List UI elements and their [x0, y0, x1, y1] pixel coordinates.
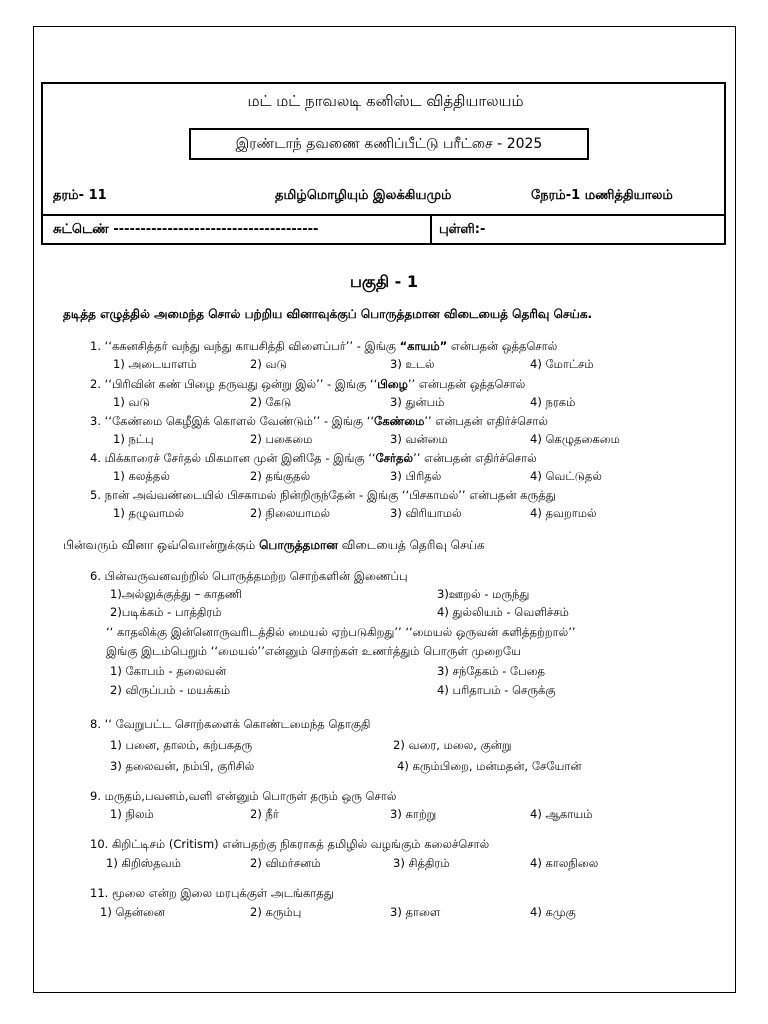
q4-option-3: 3) பிரிதல்	[390, 469, 442, 483]
q2-option-2: 2) கேடு	[250, 395, 292, 409]
question-3: 3. ‘‘கேண்மை கெழீஇக் கொளல் வேண்டும்’’ - இங்கு ‘‘கேண்மை’’ என்பதன் எதிர்ச்சொல்	[90, 414, 548, 428]
q8-option-1: 1) பனை, தாலம், கற்பகதரு	[110, 738, 253, 752]
q9-option-2: 2) நீர்	[250, 807, 279, 821]
q11-option-3: 3) தாளை	[390, 905, 441, 919]
q1-option-3: 3) உடல்	[390, 357, 435, 371]
q10-option-3: 3) சித்திரம்	[393, 856, 450, 870]
q8-option-2: 2) வரை, மலை, குன்று	[393, 738, 512, 752]
q4-option-1: 1) கலத்தல்	[113, 469, 170, 483]
q8-option-4: 4) கரும்பிறை, மன்மதன், சேயோன்	[397, 759, 582, 773]
index-number-field: சுட்டெண் --------------------------------------	[53, 222, 319, 237]
header-divider	[43, 214, 724, 216]
q3-option-1: 1) நட்பு	[113, 432, 154, 446]
header-column-divider	[430, 214, 432, 245]
q3-option-3: 3) வன்மை	[390, 432, 448, 446]
instruction-2: பின்வரும் வினா ஒவ்வொன்றுக்கும் பொருத்தமான விடையைத் தெரிவு செய்க	[63, 538, 485, 552]
q6-option-1: 1)அல்லுக்குத்து – காதணி	[110, 587, 242, 601]
q4-option-2: 2) தங்குதல்	[250, 469, 311, 483]
q5-option-3: 3) விரியாமல்	[390, 506, 462, 520]
question-4: 4. மிக்காரைச் சேர்தல் மிகமான முன் இனிதே - இங்கு ‘‘சேர்தல்’’ என்பதன் எதிர்ச்சொல்	[90, 451, 537, 465]
question-11: 11. மூலை என்ற இலை மரபுக்குள் அடங்காதது	[90, 886, 334, 900]
q1-option-4: 4) மோட்சம்	[530, 357, 594, 371]
question-7-line-1: ‘‘ காதலிக்கு இன்னொருவரிடத்தில் மையல் ஏற்படுகிறது’’ ‘‘மையல் ஒருவன் களித்தற்றால்’’	[106, 625, 576, 639]
q11-option-2: 2) கரும்பு	[250, 905, 302, 919]
subject-label: தமிழ்மொழியும் இலக்கியமும்	[275, 188, 452, 203]
exam-header	[41, 82, 726, 245]
instruction-1: தடித்த எழுத்தில் அமைந்த சொல் பற்றிய வினாவுக்குப் பொருத்தமான விடையைத் தெரிவு செய்க.	[63, 307, 593, 321]
q2-option-1: 1) வடு	[113, 395, 150, 409]
q7-option-4: 4) பரிதாபம் - செருக்கு	[437, 683, 556, 697]
duration-label: நேரம்-1 மணித்தியாலம்	[531, 188, 673, 203]
question-2: 2. ‘‘பிரிவின் கண் பிழை தருவது ஒன்று இல்’’ - இங்கு ‘‘பிழை’’ என்பதன் ஒத்தசொல்	[90, 377, 526, 391]
q2-option-3: 3) துன்பம்	[390, 395, 445, 409]
q10-option-1: 1) கிறிஸ்தவம்	[106, 856, 181, 870]
q7-option-1: 1) கோபம் - தலைவன்	[110, 664, 227, 678]
question-1: 1. ‘‘ககனசித்தர் வந்து வந்து காயசித்தி விளைப்பர்’’ - இங்கு “காயம்” என்பதன் ஒத்தசொல்	[90, 339, 558, 353]
question-7-line-2: இங்கு இடம்பெறும் ‘‘மையல்’’என்னும் சொற்கள் உணர்த்தும் பொருள் முறையே	[106, 644, 521, 658]
exam-title: இரண்டாந் தவணை கணிப்பீட்டு பரீட்சை - 2025	[189, 128, 589, 160]
part-title: பகுதி - 1	[349, 272, 419, 291]
question-5: 5. நான் அவ்வண்டையில் பிசகாமல் நின்றிருந்தேன் - இங்கு ‘‘பிசகாமல்’’ என்பதன் கருத்து	[90, 488, 556, 502]
school-name: மட் மட் நாவலடி கனிஸ்ட வித்தியாலயம்	[247, 92, 524, 110]
q3-option-2: 2) பகைமை	[250, 432, 313, 446]
q2-option-4: 4) நரகம்	[530, 395, 576, 409]
q7-option-3: 3) சந்தேகம் - பேதை	[437, 664, 546, 678]
q11-option-1: 1) தென்னை	[100, 905, 166, 919]
q7-option-2: 2) விருப்பம் - மயக்கம்	[110, 683, 231, 697]
question-6: 6. பின்வருவனவற்றில் பொருத்தமற்ற சொற்களின் இணைப்பு	[90, 569, 408, 583]
q9-option-4: 4) ஆகாயம்	[530, 807, 593, 821]
question-9: 9. மருதம்,பவனம்,வளி என்னும் பொருள் தரும் ஒரு சொல்	[90, 789, 397, 803]
question-8: 8. ‘‘ வேறுபட்ட சொற்களைக் கொண்டமைந்த தொகுதி	[90, 717, 371, 731]
q10-option-2: 2) விமர்சனம்	[250, 856, 321, 870]
q10-option-4: 4) காலநிலை	[530, 856, 599, 870]
question-10: 10. கிறிட்டிசம் (Critism) என்பதற்கு நிகராகத் தமிழில் வழங்கும் கலைச்சொல்	[90, 837, 490, 851]
q6-option-2: 2)படிக்கம் - பாத்திரம்	[110, 605, 222, 619]
q11-option-4: 4) கமுகு	[530, 905, 576, 919]
grade-label: தரம்- 11	[53, 188, 107, 203]
marks-field: புள்ளி:-	[439, 222, 486, 237]
q5-option-1: 1) தழுவாமல்	[113, 506, 185, 520]
q3-option-4: 4) கெழுதகைமை	[530, 432, 620, 446]
q9-option-1: 1) நிலம்	[110, 807, 154, 821]
q1-option-1: 1) அடையாளம்	[113, 357, 197, 371]
q1-option-2: 2) வடு	[250, 357, 287, 371]
q5-option-2: 2) நிலையாமல்	[250, 506, 331, 520]
q8-option-3: 3) தலைவன், நம்பி, குரிசில்	[110, 759, 255, 773]
q5-option-4: 4) தவறாமல்	[530, 506, 597, 520]
q9-option-3: 3) காற்று	[390, 807, 437, 821]
q4-option-4: 4) வெட்டுதல்	[530, 469, 602, 483]
q6-option-3: 3)ஊறல் - மருந்து	[437, 587, 530, 601]
q6-option-4: 4) துல்லியம் - வெளிச்சம்	[437, 605, 569, 619]
